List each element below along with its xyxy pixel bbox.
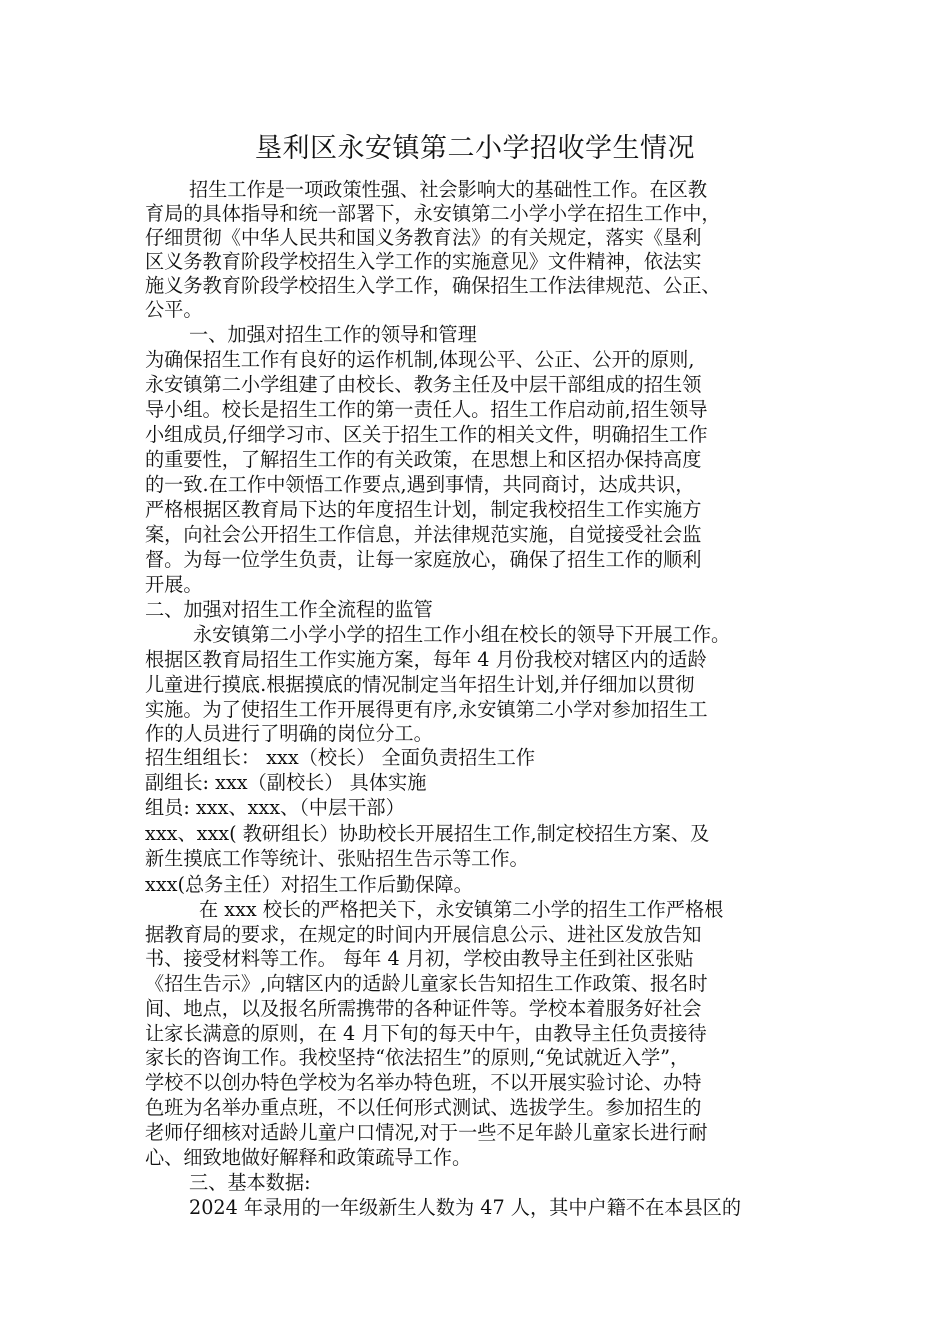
body-line: 让家长满意的原则，在 4 月下旬的每天中午，由教导主任负责接待 <box>145 1022 707 1045</box>
body-line: 督。为每一位学生负责，让每一家庭放心，确保了招生工作的顺利 <box>145 548 702 571</box>
body-line: 案，向社会公开招生工作信息，并法律规范实施，自觉接受社会监 <box>145 523 702 546</box>
body-line: 新生摸底工作等统计、张贴招生告示等工作。 <box>145 847 529 870</box>
body-line: 作的人员进行了明确的岗位分工。 <box>145 722 433 745</box>
body-line: 2024 年录用的一年级新生人数为 47 人，其中户籍不在本县区的 <box>189 1196 742 1219</box>
section-heading: 一、加强对招生工作的领导和管理 <box>189 323 477 346</box>
body-line: 公平。 <box>145 298 203 321</box>
body-line: 家长的咨询工作。我校坚持“依法招生”的原则,“免试就近入学”， <box>145 1046 690 1069</box>
body-line: 副组长: xxx（副校长） 具体实施 <box>145 771 427 794</box>
body-line: 儿童进行摸底.根据摸底的情况制定当年招生计划,并仔细加以贯彻 <box>145 673 695 696</box>
body-line: 招生工作是一项政策性强、社会影响大的基础性工作。在区教 <box>189 178 708 201</box>
body-line: 《招生告示》,向辖区内的适龄儿童家长告知招生工作政策、报名时 <box>145 972 708 995</box>
body-line: 的重要性，了解招生工作的有关政策，在思想上和区招办保持高度 <box>145 448 702 471</box>
body-line: 招生组组长： xxx（校长） 全面负责招生工作 <box>145 746 536 769</box>
body-line: xxx、xxx( 教研组长）协助校长开展招生工作,制定校招生方案、及 <box>145 822 710 845</box>
body-line: 根据区教育局招生工作实施方案，每年 4 月份我校对辖区内的适龄 <box>145 648 707 671</box>
document-title: 垦利区永安镇第二小学招收学生情况 <box>255 133 695 164</box>
body-line: 施义务教育阶段学校招生入学工作，确保招生工作法律规范、公正、 <box>145 274 721 297</box>
body-line: 色班为名举办重点班，不以任何形式测试、选拔学生。参加招生的 <box>145 1096 702 1119</box>
body-line: 在 xxx 校长的严格把关下，永安镇第二小学的招生工作严格根 <box>199 898 724 921</box>
section-heading: 二、加强对招生工作全流程的监管 <box>145 598 433 621</box>
body-line: 导小组。校长是招生工作的第一责任人。招生工作启动前,招生领导 <box>145 398 708 421</box>
body-line: 间、地点，以及报名所需携带的各种证件等。学校本着服务好社会 <box>145 997 702 1020</box>
body-line: 实施。为了使招生工作开展得更有序,永安镇第二小学对参加招生工 <box>145 698 708 721</box>
body-line: 区义务教育阶段学校招生入学工作的实施意见》文件精神，依法实 <box>145 250 702 273</box>
body-line: 仔细贯彻《中华人民共和国义务教育法》的有关规定，落实《垦利 <box>145 226 702 249</box>
body-line: 为确保招生工作有良好的运作机制,体现公平、公正、公开的原则, <box>145 348 695 371</box>
body-line: xxx(总务主任）对招生工作后勤保障。 <box>145 873 473 896</box>
section-heading: 三、基本数据: <box>189 1171 311 1194</box>
body-line: 永安镇第二小学组建了由校长、教务主任及中层干部组成的招生领 <box>145 373 702 396</box>
body-line: 育局的具体指导和统一部署下，永安镇第二小学小学在招生工作中， <box>145 202 721 225</box>
body-line: 永安镇第二小学小学的招生工作小组在校长的领导下开展工作。 <box>193 623 731 646</box>
body-line: 组员: xxx、xxx、（中层干部） <box>145 796 405 819</box>
body-line: 学校不以创办特色学校为名举办特色班，不以开展实验讨论、办特 <box>145 1071 702 1094</box>
body-line: 老师仔细核对适龄儿童户口情况,对于一些不足年龄儿童家长进行耐 <box>145 1121 708 1144</box>
body-line: 小组成员,仔细学习市、区关于招生工作的相关文件，明确招生工作 <box>145 423 708 446</box>
body-line: 据教育局的要求，在规定的时间内开展信息公示、进社区发放告知 <box>145 923 702 946</box>
body-line: 开展。 <box>145 573 203 596</box>
body-line: 书、接受材料等工作。 每年 4 月初，学校由教导主任到社区张贴 <box>145 947 694 970</box>
body-line: 的一致.在工作中领悟工作要点,遇到事情，共同商讨，达成共识， <box>145 473 695 496</box>
body-line: 心、细致地做好解释和政策疏导工作。 <box>145 1146 472 1169</box>
body-line: 严格根据区教育局下达的年度招生计划，制定我校招生工作实施方 <box>145 498 702 521</box>
